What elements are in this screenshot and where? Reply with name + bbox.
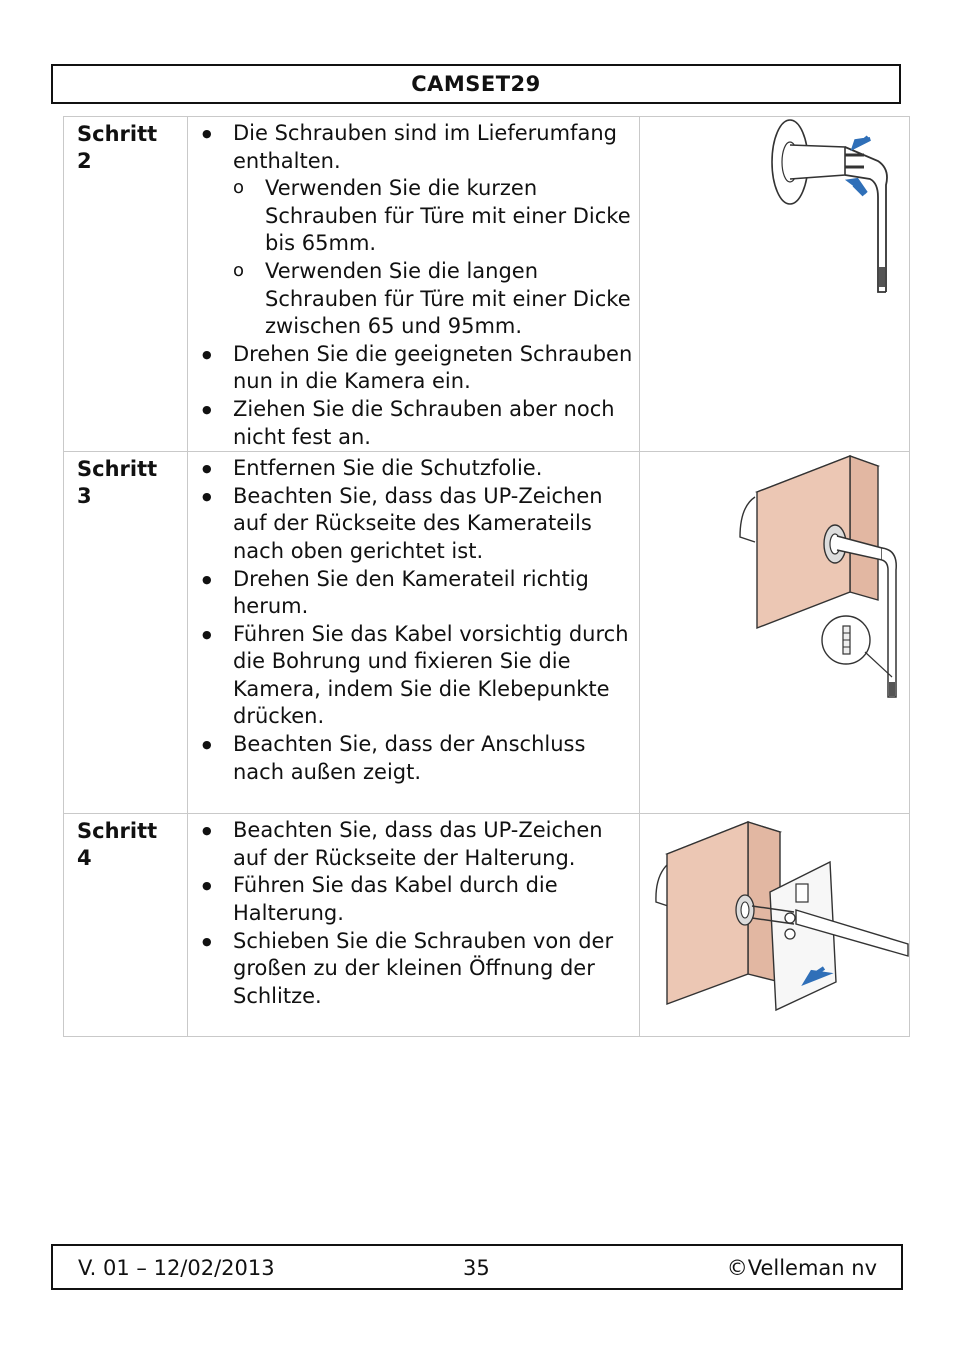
document-header: [51, 64, 901, 104]
list-item: [200, 341, 635, 396]
step-instructions: [188, 452, 640, 814]
up-arrow-icon: [796, 884, 808, 902]
list-item: [200, 731, 635, 786]
table-row: [64, 117, 910, 452]
bullet-text: Beachten Sie, dass das UP-Zeichen auf der Rückseite der Halterung.: [233, 818, 603, 870]
step-label-cell: [64, 117, 188, 452]
page-number: 35: [463, 1256, 490, 1280]
illustration-cell: [640, 117, 910, 452]
bullet-text: Führen Sie das Kabel durch die Halterung.: [233, 873, 558, 925]
sub-bullet-text: Verwenden Sie die langen Schrauben für Türe mit einer Dicke zwischen 65 und 95mm.: [265, 258, 631, 339]
list-item: [200, 566, 635, 621]
step-label-cell: [64, 452, 188, 814]
step-label: Schritt: [77, 122, 158, 146]
bullet-text: Drehen Sie die geeigneten Schrauben nun in die Kamera ein.: [233, 341, 633, 394]
illustration-cell: [640, 814, 910, 1037]
list-item: [200, 621, 635, 731]
arrow-icon: [850, 180, 866, 195]
bullet-text: Ziehen Sie die Schrauben aber noch nicht fest an.: [233, 396, 615, 449]
copyright: ©Velleman nv: [726, 1256, 877, 1280]
step-number: 2: [77, 149, 92, 173]
bracket-mount-illustration: [640, 814, 910, 1037]
step-number: 3: [77, 484, 92, 509]
header-title: CAMSET29: [411, 72, 541, 96]
list-item: [200, 120, 635, 341]
list-item: [200, 483, 635, 566]
list-item: [200, 817, 635, 872]
list-item: [200, 872, 635, 927]
list-item: [200, 396, 635, 451]
sub-list-item: [233, 175, 635, 258]
step-instructions: [188, 814, 640, 1037]
list-item: [200, 928, 635, 1011]
bullet-text: Schieben Sie die Schrauben von der großen zu der kleinen Öffnung der Schlitze.: [233, 928, 614, 1008]
document-footer: [51, 1244, 903, 1290]
sub-list-item: [233, 258, 635, 341]
step-number: 4: [77, 846, 92, 871]
step-label: Schritt: [77, 457, 158, 482]
version-date: V. 01 – 12/02/2013: [78, 1256, 275, 1280]
bullet-text: Die Schrauben sind im Lieferumfang enthalten.: [233, 121, 617, 173]
bullet-text: Drehen Sie den Kamerateil richtig herum.: [233, 566, 589, 619]
camera-screws-illustration: [640, 117, 910, 452]
steps-table: [63, 116, 910, 1037]
arrow-icon: [854, 137, 870, 147]
step-label-cell: [64, 814, 188, 1037]
illustration-cell: [640, 452, 910, 814]
door-camera-mount-illustration: [640, 452, 910, 814]
step-instructions: [188, 117, 640, 452]
table-row: [64, 452, 910, 814]
step-label: Schritt: [77, 819, 158, 844]
bullet-text: Beachten Sie, dass der Anschluss nach außen zeigt.: [233, 732, 586, 784]
table-row: [64, 814, 910, 1037]
bullet-text: Führen Sie das Kabel vorsichtig durch die Bohrung und fixieren Sie die Kamera, indem Sie die Klebepunkte drücken.: [233, 621, 629, 729]
list-item: [200, 455, 635, 483]
bullet-text: Beachten Sie, dass das UP-Zeichen auf der Rückseite des Kamerateils nach oben gerichtet ist.: [233, 483, 603, 563]
sub-bullet-text: Verwenden Sie die kurzen Schrauben für Türe mit einer Dicke bis 65mm.: [265, 176, 631, 256]
bullet-text: Entfernen Sie die Schutzfolie.: [233, 456, 543, 481]
